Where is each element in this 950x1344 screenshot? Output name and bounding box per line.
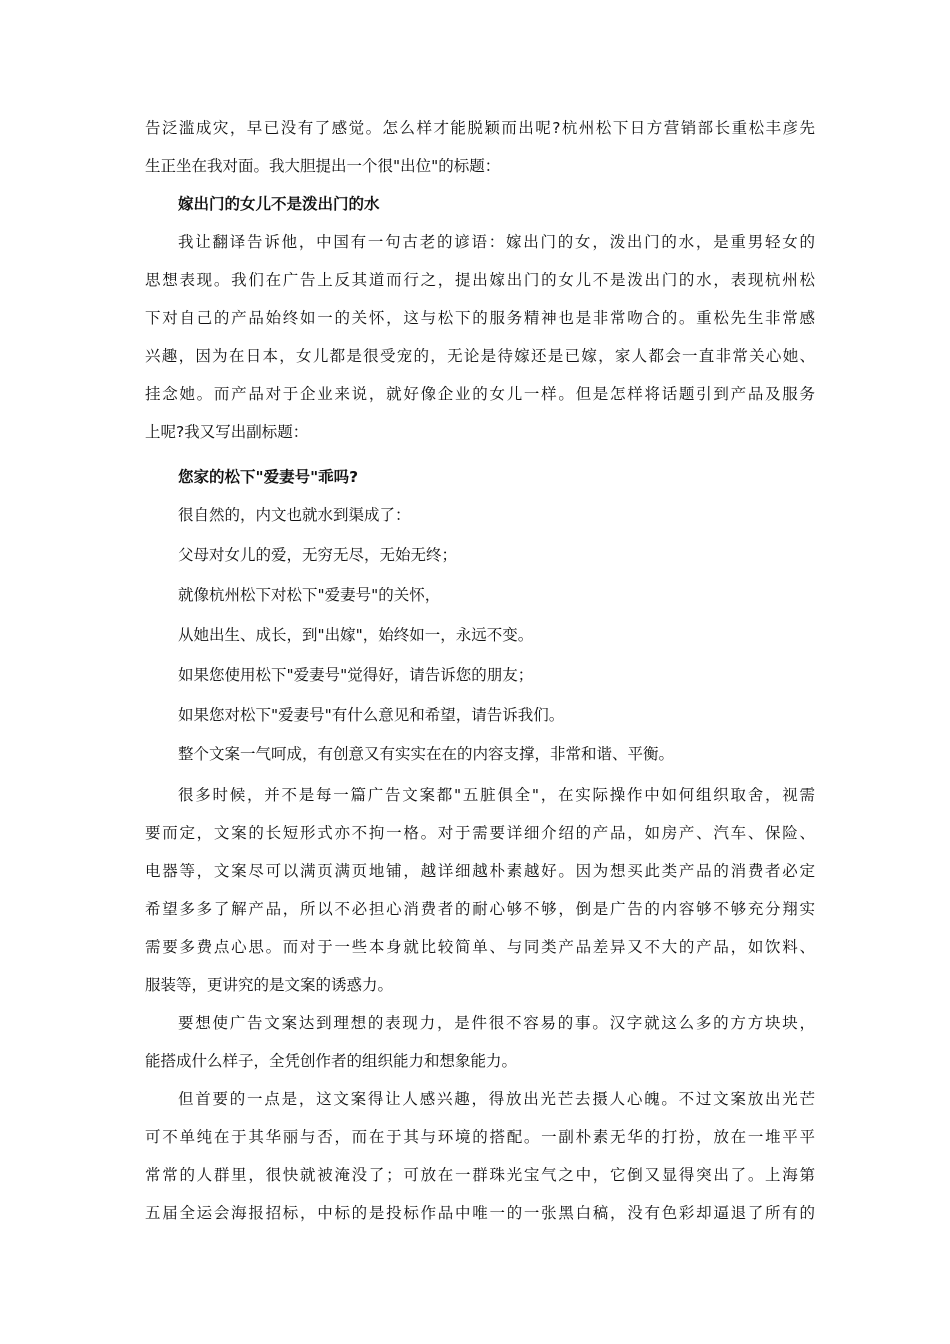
body-text-line: 很自然的，内文也就水到渠成了： [178, 506, 411, 524]
body-text-line: 电器等，文案尽可以满页满页地铺，越详细越朴素越好。因为想买此类产品的消费者必定 [145, 862, 815, 880]
body-text-line: 挂念她。而产品对于企业来说，就好像企业的女儿一样。但是怎样将话题引到产品及服务 [145, 385, 815, 403]
body-text-line: 我让翻译告诉他，中国有一句古老的谚语：嫁出门的女，泼出门的水，是重男轻女的 [178, 233, 815, 251]
body-text-line: 能搭成什么样子，全凭创作者的组织能力和想象能力。 [145, 1052, 518, 1070]
poem-line: 如果您对松下"爱妻号"有什么意见和希望，请告诉我们。 [178, 706, 565, 724]
poem-line: 就像杭州松下对松下"爱妻号"的关怀， [178, 586, 441, 604]
body-text-line: 下对自己的产品始终如一的关怀，这与松下的服务精神也是非常吻合的。重松先生非常感 [145, 309, 815, 327]
body-text-line: 要想使广告文案达到理想的表现力，是件很不容易的事。汉字就这么多的方方块块， [178, 1014, 815, 1032]
body-text-line: 常常的人群里，很快就被淹没了；可放在一群珠光宝气之中，它倒又显得突出了。上海第 [145, 1166, 815, 1184]
body-text-line: 服装等，更讲究的是文案的诱惑力。 [145, 976, 394, 994]
body-text-line: 要而定，文案的长短形式亦不拘一格。对于需要详细介绍的产品，如房产、汽车、保险、 [145, 824, 815, 842]
body-text-line: 希望多多了解产品，所以不必担心消费者的耐心够不够，倒是广告的内容够不够充分翔实 [145, 900, 815, 918]
body-text-line: 但首要的一点是，这文案得让人感兴趣，得放出光芒去摄人心魄。不过文案放出光芒 [178, 1090, 815, 1108]
body-text-line: 很多时候，并不是每一篇广告文案都"五脏俱全"，在实际操作中如何组织取舍，视需 [178, 786, 815, 804]
body-text-line: 生正坐在我对面。我大胆提出一个很"出位"的标题： [145, 157, 501, 175]
body-text-line: 五届全运会海报招标，中标的是投标作品中唯一的一张黑白稿，没有色彩却逼退了所有的 [145, 1204, 815, 1222]
body-text-line: 需要多费点心思。而对于一些本身就比较简单、与同类产品差异又不大的产品，如饮料、 [145, 938, 815, 956]
body-text-line: 可不单纯在于其华丽与否，而在于其与环境的搭配。一副朴素无华的打扮，放在一堆平平 [145, 1128, 815, 1146]
poem-line: 如果您使用松下"爱妻号"觉得好，请告诉您的朋友； [178, 666, 534, 684]
body-text-line: 上呢?我又写出副标题： [145, 423, 309, 441]
poem-line: 父母对女儿的爱，无穷无尽，无始无终； [178, 546, 458, 564]
section-heading: 嫁出门的女儿不是泼出门的水 [178, 195, 380, 213]
body-text-line: 整个文案一气呵成，有创意又有实实在在的内容支撑，非常和谐、平衡。 [178, 745, 675, 763]
body-text-line: 兴趣，因为在日本，女儿都是很受宠的，无论是待嫁还是已嫁，家人都会一直非常关心她、 [145, 347, 815, 365]
section-heading: 您家的松下"爱妻号"乖吗? [178, 468, 359, 486]
poem-line: 从她出生、成长，到"出嫁"，始终如一，永远不变。 [178, 626, 534, 644]
body-text-line: 思想表现。我们在广告上反其道而行之，提出嫁出门的女儿不是泼出门的水，表现杭州松 [145, 271, 815, 289]
body-text-line: 告泛滥成灾，早已没有了感觉。怎么样才能脱颖而出呢?杭州松下日方营销部长重松丰彦先 [145, 119, 815, 137]
